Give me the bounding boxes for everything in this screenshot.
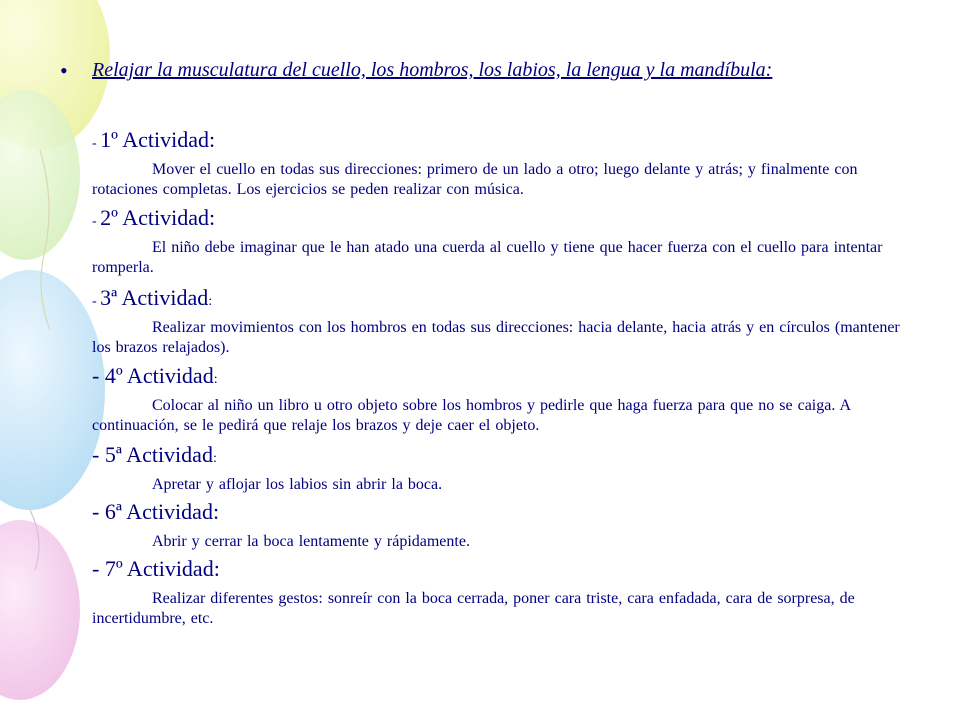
activity-colon: : [212, 451, 217, 466]
activity-title [92, 286, 212, 314]
activity-colon: : [208, 294, 213, 309]
activity-label: 2º Actividad [100, 205, 210, 230]
activity-dash: - [92, 363, 105, 388]
activity-colon: : [213, 372, 218, 387]
activity-title [92, 206, 215, 234]
activity-colon: : [209, 205, 216, 230]
activity-colon: : [212, 499, 220, 524]
activity-dash: - [92, 294, 101, 309]
activity-description: El niño debe imaginar que le han atado una cuerda al cuello y tiene que hacer fuerza con el cuello para intentar romperla. [92, 239, 883, 276]
activity-title [92, 557, 220, 581]
activity-description: Mover el cuello en todas sus direcciones: primero de un lado a otro; luego delante y atrás; y finalmente con rotaciones completas. Los ejercicios se peden realizar con música. [92, 161, 858, 198]
activity-colon: : [209, 127, 216, 152]
activity-colon: : [213, 556, 220, 581]
activity-title [92, 364, 218, 392]
activity-description: Realizar diferentes gestos: sonreír con la boca cerrada, poner cara triste, cara enfadada, cara de sorpresa, de incertidumbre, etc. [92, 590, 855, 627]
activity-dash: - [92, 442, 105, 467]
activity-dash: - [92, 499, 105, 524]
activity-description: Apretar y aflojar los labios sin abrir la boca. [152, 476, 443, 493]
activity-dash: - [92, 136, 101, 151]
activity-dash: - [92, 556, 105, 581]
activity-title [92, 128, 215, 156]
activity-label: 3ª Actividad [100, 285, 209, 310]
activity-title [92, 500, 219, 524]
activity-description: Realizar movimientos con los hombros en todas sus direcciones: hacia delante, hacia atrás y en círculos (mantener los brazos relajados). [92, 319, 900, 356]
bullet-icon: • [60, 58, 68, 83]
slide-heading: Relajar la musculatura del cuello, los hombros, los labios, la lengua y la mandíbula: [92, 59, 773, 81]
activity-label: 1º Actividad [100, 127, 210, 152]
activity-title [92, 443, 217, 471]
activity-label: 4º Actividad [104, 363, 214, 388]
activity-label: 5ª Actividad [104, 442, 213, 467]
activity-description: Abrir y cerrar la boca lentamente y rápidamente. [152, 533, 470, 550]
activity-label: 6ª Actividad [104, 499, 213, 524]
activity-label: 7º Actividad [104, 556, 214, 581]
activity-description: Colocar al niño un libro u otro objeto sobre los hombros y pedirle que haga fuerza para que no se caiga. A continuación, se le pedirá que relaje los brazos y deje caer el objeto. [92, 397, 851, 434]
activity-dash: - [92, 214, 101, 229]
